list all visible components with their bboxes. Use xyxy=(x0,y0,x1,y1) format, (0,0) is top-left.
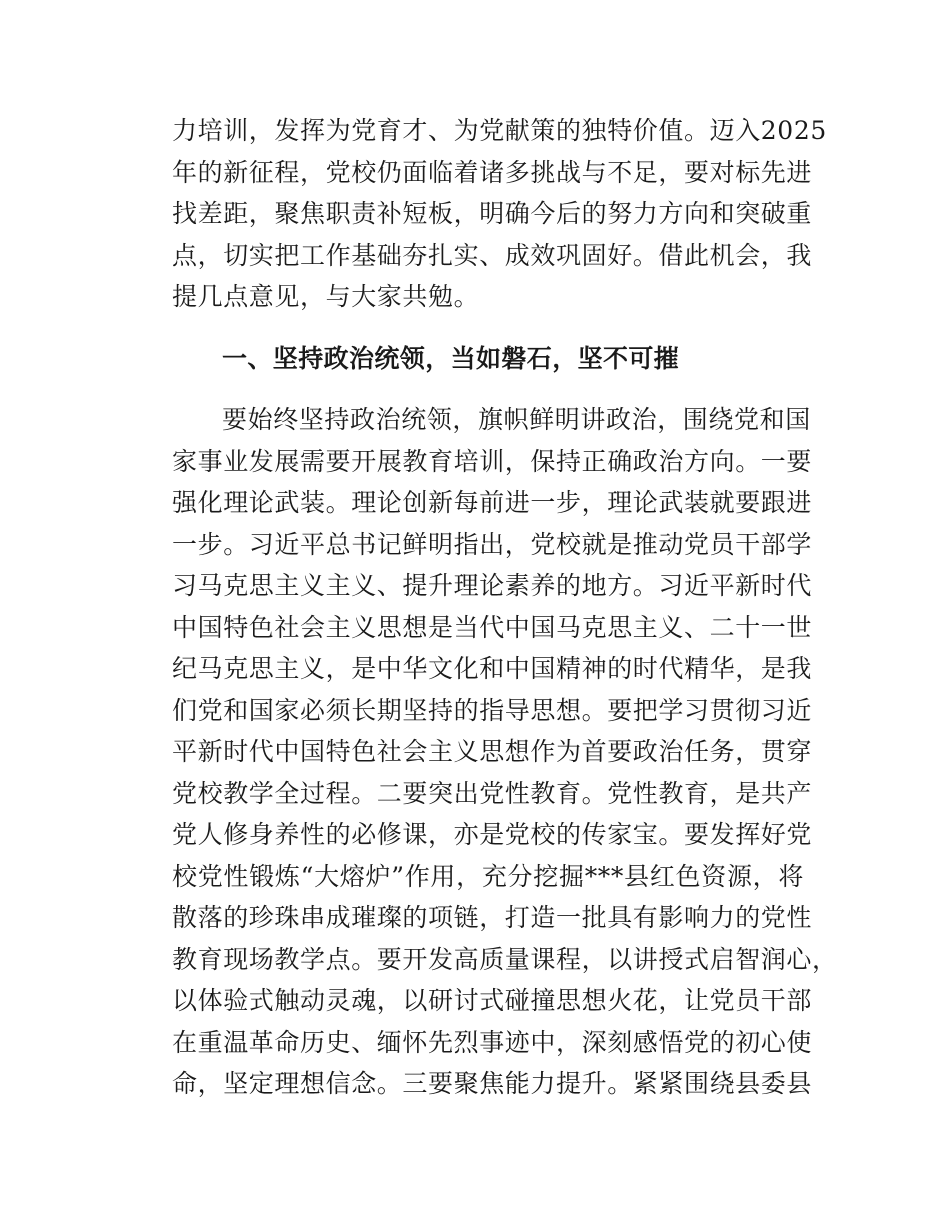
text-line: 找差距，聚焦职责补短板，明确今后的努力方向和突破重 xyxy=(172,199,813,228)
text-line: 党人修身养性的必修课，亦是党校的传家宝。要发挥好党 xyxy=(172,820,813,849)
text-line: 一步。习近平总书记鲜明指出，党校就是推动党员干部学 xyxy=(172,529,813,559)
text-line: 命，坚定理想信念。三要聚焦能力提升。紧紧围绕县委县 xyxy=(172,1069,813,1098)
text-line: 教育现场教学点。要开发高质量课程，以讲授式启智润心， xyxy=(172,944,838,974)
text-line: 校党性锻炼“大熔炉”作用，充分挖掘***县红色资源，将 xyxy=(172,861,804,891)
text-line: 党校教学全过程。二要突出党性教育。党性教育，是共产 xyxy=(172,778,813,808)
document-body xyxy=(172,110,838,1105)
text-line: 中国特色社会主义思想是当代中国马克思主义、二十一世 xyxy=(172,612,813,642)
text-line: 点，切实把工作基础夯扎实、成效巩固好。借此机会，我 xyxy=(172,240,813,270)
text-line-indented: 要始终坚持政治统领，旗帜鲜明讲政治，围绕党和国 xyxy=(222,405,811,434)
text-line: 强化理论武装。理论创新每前进一步，理论武装就要跟进 xyxy=(172,488,813,517)
text-line: 们党和国家必须长期坚持的指导思想。要把学习贯彻习近 xyxy=(172,695,813,725)
paragraph-political-leadership xyxy=(172,399,838,1105)
text-line: 力培训，发挥为党育才、为党献策的独特价值。迈入2025 xyxy=(172,116,827,145)
paragraph-intro-continuation xyxy=(172,110,827,318)
text-line: 平新时代中国特色社会主义思想作为首要政治任务，贯穿 xyxy=(172,737,813,766)
text-line: 提几点意见，与大家共勉。 xyxy=(172,282,480,311)
text-line: 散落的珍珠串成璀璨的项链，打造一批具有影响力的党性 xyxy=(172,903,813,932)
text-line: 家事业发展需要开展教育培训，保持正确政治方向。一要 xyxy=(172,446,813,476)
text-line: 习马克思主义主义、提升理论素养的地方。习近平新时代 xyxy=(172,571,813,600)
text-line: 以体验式触动灵魂，以研讨式碰撞思想火花，让党员干部 xyxy=(172,986,813,1015)
text-line: 纪马克思主义，是中华文化和中国精神的时代精华，是我 xyxy=(172,654,813,683)
section-heading: 一、坚持政治统领，当如磐石，坚不可摧 xyxy=(222,343,680,373)
text-line: 在重温革命历史、缅怀先烈事迹中，深刻感悟党的初心使 xyxy=(172,1027,813,1057)
text-line: 年的新征程，党校仍面临着诸多挑战与不足，要对标先进 xyxy=(172,157,813,187)
